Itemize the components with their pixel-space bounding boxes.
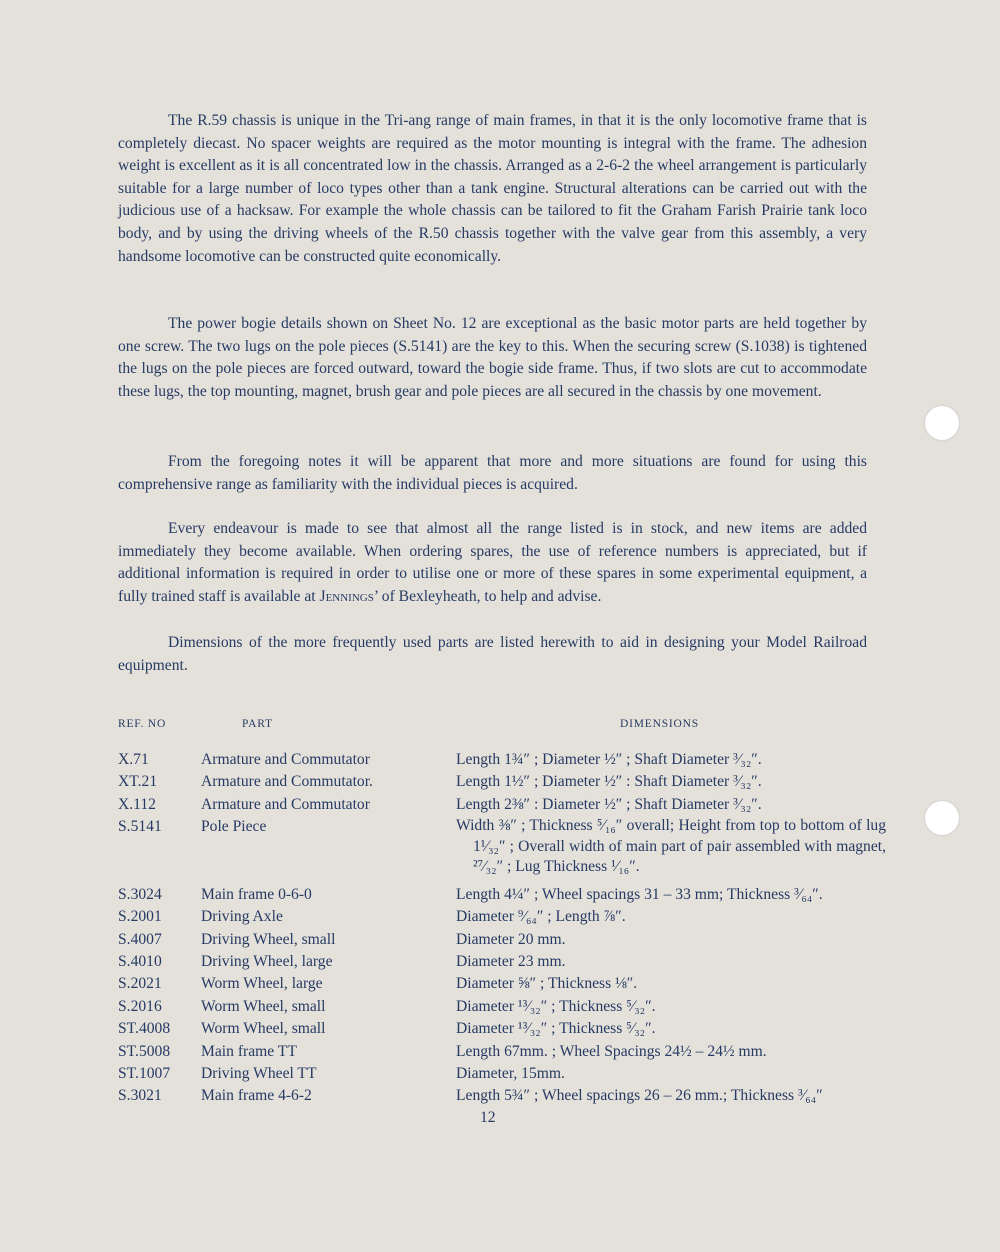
part-cell: Main frame 0-6-0 [201,885,312,903]
page-number: 12 [480,1109,496,1126]
table-row [118,749,878,771]
part-cell: Worm Wheel, large [201,975,323,993]
table-row [118,996,878,1018]
ref-cell: S.2001 [118,908,162,926]
ref-cell: S.3021 [118,1087,162,1105]
ref-cell: S.4010 [118,952,162,970]
dimensions-cell: Diameter ¹³⁄₃₂″ ; Thickness ⁵⁄₃₂″. [456,997,656,1015]
dimensions-cell: Diameter ⅝″ ; Thickness ⅛″. [456,975,638,993]
dimensions-cell: Diameter 23 mm. [456,952,566,970]
table-row [118,1063,878,1085]
ref-cell: XT.21 [118,773,158,791]
dimensions-cell: Diameter ⁹⁄₆₄″ ; Length ⅞″. [456,908,626,926]
table-row [118,1018,878,1040]
dimensions-cell: Width ⅜″ ; Thickness ⁵⁄₁₆″ overall; Height from top to bottom of lug 1¹⁄₃₂″ ; Overall width of main part of pair assembled with magnet, ²⁷⁄₃₂″ ; Lug Thickness ¹⁄₁₆″. [456,817,886,876]
ref-cell: ST.1007 [118,1064,171,1082]
dimensions-cell: Length 4¼″ ; Wheel spacings 31 – 33 mm; Thickness ³⁄₆₄″. [456,885,823,903]
ordering-text-start: Every endeavour is made to see that almost all the range listed is in stock, and new items are added immediately they become available. When ordering spares, the use of reference numbers is appreciated, but if additional information is required in order to utilise one or more of these spares in some experimental equipment, a fully trained staff is available at [118,520,867,605]
part-cell: Armature and Commutator. [201,773,373,791]
part-cell: Driving Wheel, small [201,930,336,948]
paragraph-r59-chassis: The R.59 chassis is unique in the Tri-ang range of main frames, in that it is the only locomotive frame that is completely diecast. No spacer weights are required as the motor mounting is integral with the frame. The adhesion weight is excellent as it is all concentrated low in the chassis. Arranged as a 2-6-2 the wheel arrangement is particularly suitable for a large number of loco types other than a tank engine. Structural alterations can be carried out with the judicious use of a hacksaw. For example the whole chassis can be tailored to fit the Graham Farish Prairie tank loco body, and by using the driving wheels of the R.50 chassis together with the valve gear from this assembly, a very handsome locomotive can be constructed quite economically. [118,112,867,265]
ref-cell: S.2016 [118,997,162,1015]
part-cell: Pole Piece [201,818,267,836]
table-row [118,884,878,906]
ref-cell: S.4007 [118,930,162,948]
table-row [118,771,878,793]
part-cell: Driving Wheel, large [201,952,333,970]
table-row [118,906,878,928]
table-row [118,951,878,973]
table-row [118,929,878,951]
company-name-jennings: Jennings [319,587,374,605]
part-cell: Worm Wheel, small [201,1020,326,1038]
dimensions-cell: Length 5¾″ ; Wheel spacings 26 – 26 mm.; Thickness ³⁄₆₄″ [456,1087,823,1105]
parts-table [118,749,886,1108]
ref-cell: ST.5008 [118,1042,171,1060]
ref-cell: S.2021 [118,975,162,993]
column-header-part: PART [242,718,273,730]
dimensions-cell: Diameter 20 mm. [456,930,566,948]
part-cell: Main frame 4-6-2 [201,1087,312,1105]
punch-hole-upper [925,406,959,440]
ordering-text-end: ’ of Bexleyheath, to help and advise. [373,587,602,605]
ref-cell: X.71 [118,751,149,768]
table-row [118,1085,878,1107]
ref-cell: S.3024 [118,885,162,903]
dimensions-cell: Diameter ¹³⁄₃₂″ ; Thickness ⁵⁄₃₂″. [456,1020,656,1038]
paragraph-dimensions-intro: Dimensions of the more frequently used parts are listed herewith to aid in designing your Model Railroad equipment. [118,634,867,674]
table-row [118,1041,878,1063]
dimensions-cell: Length 1¾″ ; Diameter ½″ ; Shaft Diameter ³⁄₃₂″. [456,751,762,768]
part-cell: Armature and Commutator [201,751,370,768]
column-header-ref: REF. NO [118,718,167,730]
table-row [118,816,886,878]
punch-hole-lower [925,801,959,835]
dimensions-cell: Length 1½″ ; Diameter ½″ : Shaft Diameter ³⁄₃₂″. [456,773,762,791]
ref-cell: ST.4008 [118,1020,171,1038]
paragraph-power-bogie: The power bogie details shown on Sheet No. 12 are exceptional as the basic motor parts are held together by one screw. The two lugs on the pole pieces (S.5141) are the key to this. When the securing screw (S.1038) is tightened the lugs on the pole pieces are forced outward, toward the bogie side frame. Thus, if two slots are cut to accommodate these lugs, the top mounting, magnet, brush gear and pole pieces are all secured in the chassis by one movement. [118,315,867,400]
part-cell: Driving Axle [201,908,283,926]
paragraph-foregoing-notes: From the foregoing notes it will be apparent that more and more situations are found for using this comprehensive range as familiarity with the individual pieces is acquired. [118,453,867,493]
part-cell: Driving Wheel TT [201,1064,317,1082]
ref-cell: X.112 [118,795,156,813]
part-cell: Main frame TT [201,1042,297,1060]
table-row [118,973,878,995]
part-cell: Worm Wheel, small [201,997,326,1015]
dimensions-cell: Length 2⅜″ : Diameter ½″ ; Shaft Diameter ³⁄₃₂″. [456,795,762,813]
column-header-dimensions: DIMENSIONS [620,718,699,730]
table-row [118,794,878,816]
dimensions-cell: Diameter, 15mm. [456,1064,565,1082]
ref-cell: S.5141 [118,818,162,836]
dimensions-cell: Length 67mm. ; Wheel Spacings 24½ – 24½ mm. [456,1042,767,1060]
paragraph-ordering-spares [118,518,867,608]
part-cell: Armature and Commutator [201,795,370,813]
